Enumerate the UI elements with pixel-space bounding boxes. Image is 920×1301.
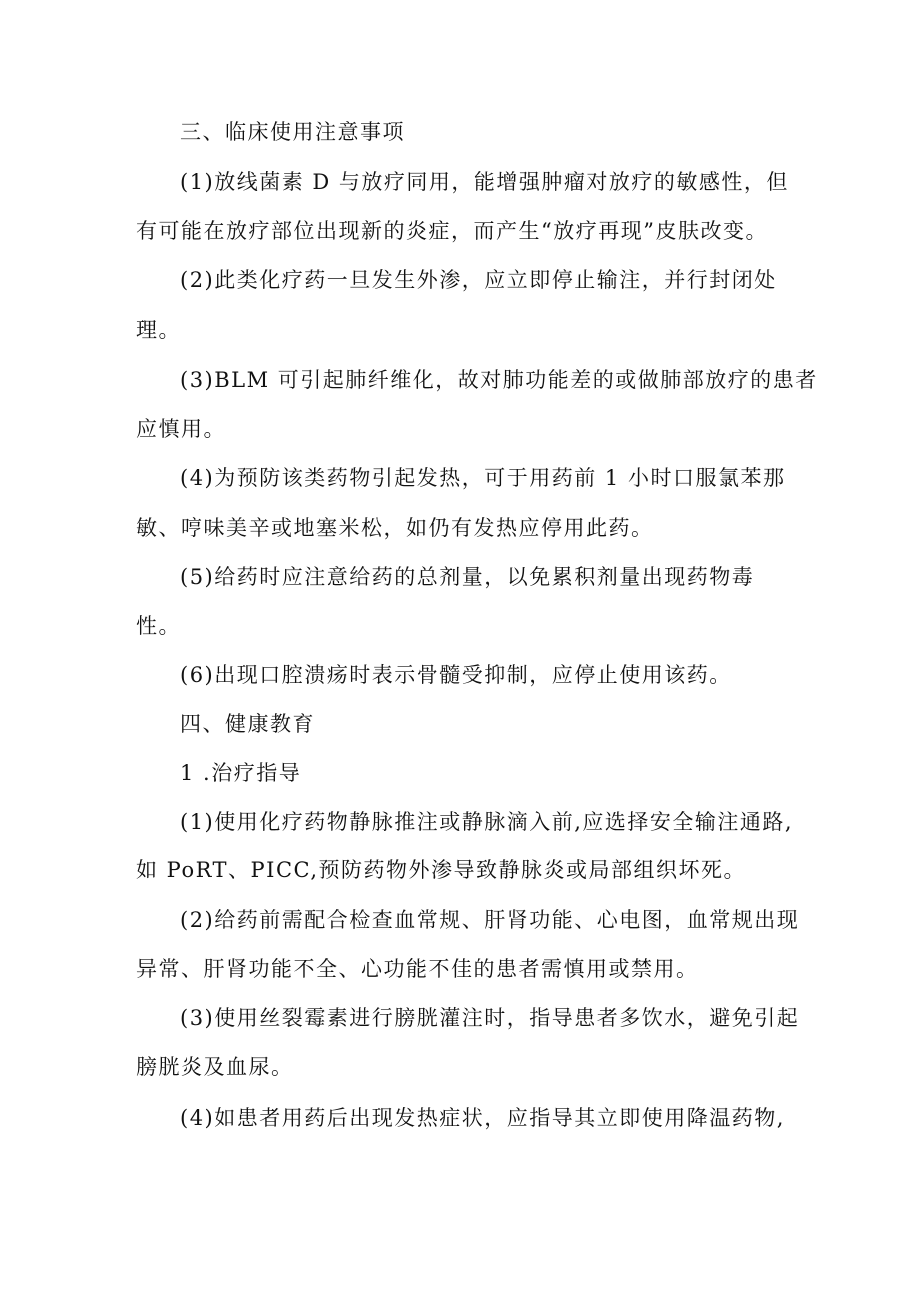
paragraph-line: (1)放线菌素 D 与放疗同用，能增强肿瘤对放疗的敏感性，但	[180, 170, 789, 194]
paragraph-line: (1)使用化疗药物静脉推注或静脉滴入前,应选择安全输注通路,	[180, 810, 794, 834]
paragraph-line: (3)BLM 可引起肺纤维化，故对肺功能差的或做肺部放疗的患者	[180, 368, 818, 392]
paragraph-line: 异常、肝肾功能不全、心功能不佳的患者需慎用或禁用。	[136, 957, 699, 981]
paragraph-line: (6)出现口腔溃疡时表示骨髓受抑制，应停止使用该药。	[180, 663, 732, 687]
paragraph-line: (2)给药前需配合检查血常规、肝肾功能、心电图，血常规出现	[180, 908, 800, 932]
section-heading-clinical-precautions: 三、临床使用注意事项	[180, 120, 405, 144]
paragraph-line: 敏、哼味美辛或地塞米松，如仍有发热应停用此药。	[136, 516, 654, 540]
paragraph-line: 应慎用。	[136, 417, 226, 441]
paragraph-line: 性。	[136, 614, 181, 638]
paragraph-line: 理。	[136, 318, 181, 342]
paragraph-line: 如 PoRT、PICC,预防药物外渗导致静脉炎或局部组织坏死。	[136, 858, 747, 882]
paragraph-line: (2)此类化疗药一旦发生外渗，应立即停止输注，并行封闭处	[180, 268, 777, 292]
paragraph-line: 膀胱炎及血尿。	[136, 1055, 294, 1079]
section-heading-health-education: 四、健康教育	[180, 712, 315, 736]
paragraph-line: (4)为预防该类药物引起发热，可于用药前 1 小时口服氯苯那	[180, 466, 786, 490]
paragraph-line: 有可能在放疗部位出现新的炎症，而产生“放疗再现”皮肤改变。	[136, 219, 768, 243]
subheading-treatment-guidance: 1 .治疗指导	[180, 761, 302, 785]
paragraph-line: (3)使用丝裂霉素进行膀胱灌注时，指导患者多饮水，避免引起	[180, 1006, 800, 1030]
paragraph-line: (4)如患者用药后出现发热症状，应指导其立即使用降温药物,	[180, 1106, 785, 1130]
paragraph-line: (5)给药时应注意给药的总剂量，以免累积剂量出现药物毒	[180, 565, 755, 589]
